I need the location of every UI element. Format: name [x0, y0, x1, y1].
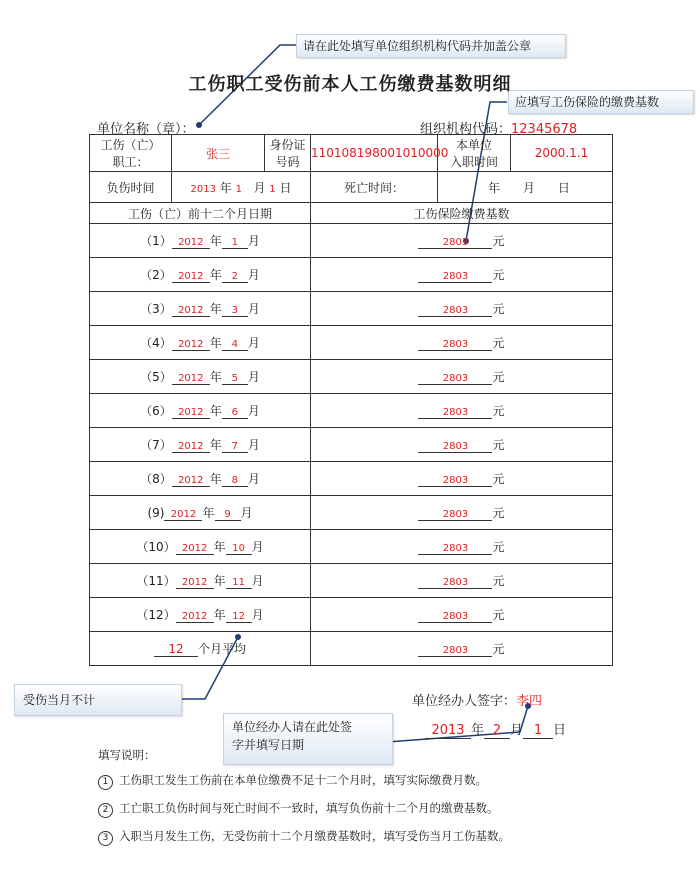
month-yuan: 元 [492, 574, 505, 588]
month-amount: 2803 [418, 543, 492, 555]
month-month-unit: 月 [247, 336, 260, 350]
month-amount-cell [311, 462, 613, 496]
month-year: 2012 [172, 407, 210, 419]
injury-year: 2013 [190, 183, 216, 195]
callout-org-code [296, 34, 566, 58]
month-month-unit: 月 [247, 370, 260, 384]
month-row [90, 598, 613, 632]
id-label-line1: 身份证 [269, 138, 306, 152]
callout-org-code-text: 请在此处填写单位组织机构代码并加盖公章 [303, 39, 532, 53]
signature-day-unit: 日 [553, 723, 567, 738]
month-row [90, 360, 613, 394]
callout-signature-line1: 单位经办人请在此处签 [232, 720, 353, 734]
injury-time-value [172, 172, 311, 203]
id-label-line2: 号码 [275, 155, 300, 169]
signature-name: 李四 [516, 694, 543, 709]
month-amount: 2803 [418, 271, 492, 283]
month-index: （11） [136, 574, 176, 588]
month-row [90, 428, 613, 462]
month-year-unit: 年 [209, 472, 222, 486]
month-amount-cell [311, 428, 613, 462]
month-row [90, 258, 613, 292]
month-amount: 2803 [418, 305, 492, 317]
month-year: 2012 [172, 475, 210, 487]
death-year-unit: 年 [488, 180, 501, 195]
month-month: 7 [222, 441, 248, 453]
note-text: 工伤职工发生工伤前在本单位缴费不足十二个月时，填写实际缴费月数。 [119, 773, 487, 787]
worker-label-line2: 职工： [112, 155, 149, 169]
month-year-unit: 年 [209, 234, 222, 248]
month-yuan: 元 [492, 370, 505, 384]
column-header-row [90, 203, 613, 224]
average-label-cell [90, 632, 311, 666]
month-row [90, 564, 613, 598]
month-amount: 2803 [418, 237, 492, 249]
month-date-cell [90, 258, 311, 292]
dates-row [90, 172, 613, 203]
entry-label-line2: 入职时间 [449, 155, 498, 169]
month-month-unit: 月 [251, 574, 264, 588]
month-year: 2012 [172, 441, 210, 453]
worker-info-row [90, 135, 613, 172]
month-year-unit: 年 [209, 336, 222, 350]
month-year-unit: 年 [209, 438, 222, 452]
month-index: （10） [136, 540, 176, 554]
death-time-value [438, 172, 613, 203]
month-yuan: 元 [492, 540, 505, 554]
injury-month-unit: 月 [253, 180, 266, 195]
month-amount: 2803 [418, 577, 492, 589]
org-code-label: 组织机构代码： [420, 122, 512, 137]
month-yuan: 元 [492, 268, 505, 282]
callout-base-text: 应填写工伤保险的缴费基数 [515, 95, 660, 109]
average-amount-cell [311, 632, 613, 666]
month-year-unit: 年 [209, 404, 222, 418]
month-month-unit: 月 [247, 302, 260, 316]
month-yuan: 元 [492, 336, 505, 350]
month-yuan: 元 [492, 404, 505, 418]
month-index: （7） [140, 438, 172, 452]
worker-label-line1: 工伤（亡） [100, 138, 161, 152]
average-yuan: 元 [492, 642, 505, 656]
month-amount-cell [311, 564, 613, 598]
month-year-unit: 年 [209, 302, 222, 316]
month-date-cell [90, 462, 311, 496]
notes-heading: 填写说明： [98, 748, 156, 762]
injury-day: 1 [269, 183, 276, 195]
month-index: （12） [136, 608, 176, 622]
note-text: 工亡职工负伤时间与死亡时间不一致时，填写负伤前十二个月的缴费基数。 [119, 801, 499, 815]
callout-injury-month [14, 684, 182, 716]
month-year-unit: 年 [213, 608, 226, 622]
signature-month: 2 [484, 723, 510, 739]
signature-day: 1 [523, 723, 553, 739]
month-amount: 2803 [418, 373, 492, 385]
entry-label-line1: 本单位 [455, 138, 492, 152]
month-month-unit: 月 [247, 438, 260, 452]
month-date-cell [90, 394, 311, 428]
death-day-unit: 日 [557, 180, 570, 195]
death-month-unit: 月 [522, 180, 535, 195]
month-date-cell [90, 496, 311, 530]
note-number: 2 [98, 803, 113, 818]
month-month: 1 [222, 237, 248, 249]
month-date-cell [90, 326, 311, 360]
average-amount: 2803 [418, 645, 492, 657]
month-month: 12 [226, 611, 252, 623]
month-year: 2012 [172, 373, 210, 385]
injury-day-unit: 日 [279, 180, 292, 195]
month-year: 2012 [164, 509, 202, 521]
month-index: （4） [140, 336, 172, 350]
month-yuan: 元 [492, 506, 505, 520]
month-month: 11 [226, 577, 252, 589]
month-index: （3） [140, 302, 172, 316]
month-amount: 2803 [418, 339, 492, 351]
month-month-unit: 月 [251, 608, 264, 622]
average-row [90, 632, 613, 666]
entry-label [438, 135, 511, 172]
col-header-dates: 工伤（亡）前十二个月日期 [90, 203, 311, 224]
month-year-unit: 年 [209, 370, 222, 384]
unit-name-label: 单位名称（章）： [97, 122, 195, 137]
month-date-cell [90, 530, 311, 564]
month-date-cell [90, 224, 311, 258]
callout-signature [223, 713, 393, 765]
month-row [90, 530, 613, 564]
month-amount-cell [311, 598, 613, 632]
month-row [90, 496, 613, 530]
month-year-unit: 年 [202, 506, 215, 520]
worker-name: 张三 [172, 135, 265, 172]
month-year: 2012 [172, 237, 210, 249]
month-amount-cell [311, 258, 613, 292]
month-amount: 2803 [418, 475, 492, 487]
injury-year-unit: 年 [219, 180, 232, 195]
signature-row [412, 690, 542, 709]
month-year: 2012 [176, 577, 214, 589]
month-year: 2012 [172, 339, 210, 351]
month-date-cell [90, 292, 311, 326]
month-amount: 2803 [418, 611, 492, 623]
month-month: 9 [215, 509, 241, 521]
death-time-label: 死亡时间： [311, 172, 438, 203]
injury-month: 1 [235, 183, 242, 195]
month-year: 2012 [172, 305, 210, 317]
month-yuan: 元 [492, 438, 505, 452]
month-yuan: 元 [492, 472, 505, 486]
month-month: 10 [226, 543, 252, 555]
average-label: 个月平均 [197, 642, 246, 656]
month-year-unit: 年 [213, 574, 226, 588]
worker-label [90, 135, 172, 172]
signature-label: 单位经办人签字： [412, 694, 517, 709]
month-row [90, 462, 613, 496]
id-number: 110108198001010000 [311, 135, 438, 172]
month-index: (9) [147, 506, 165, 520]
month-row [90, 224, 613, 258]
month-index: （6） [140, 404, 172, 418]
month-amount-cell [311, 224, 613, 258]
top-callout-dot [196, 122, 202, 128]
month-year: 2012 [172, 271, 210, 283]
month-amount: 2803 [418, 407, 492, 419]
month-month: 3 [222, 305, 248, 317]
injury-time-label: 负伤时间 [90, 172, 172, 203]
id-label [265, 135, 311, 172]
month-month-unit: 月 [247, 234, 260, 248]
note-item [98, 828, 510, 846]
month-amount-cell [311, 496, 613, 530]
month-row [90, 394, 613, 428]
month-amount-cell [311, 530, 613, 564]
month-year: 2012 [176, 543, 214, 555]
month-year-unit: 年 [213, 540, 226, 554]
month-year: 2012 [176, 611, 214, 623]
month-date-cell [90, 564, 311, 598]
signature-year: 2013 [425, 723, 471, 739]
note-item [98, 800, 499, 818]
month-yuan: 元 [492, 608, 505, 622]
signature-month-unit: 月 [510, 723, 524, 738]
month-month-unit: 月 [240, 506, 253, 520]
month-month-unit: 月 [247, 268, 260, 282]
entry-date: 2000.1.1 [511, 135, 613, 172]
month-yuan: 元 [492, 234, 505, 248]
month-date-cell [90, 428, 311, 462]
month-month: 2 [222, 271, 248, 283]
signature-year-unit: 年 [471, 723, 485, 738]
month-amount-cell [311, 394, 613, 428]
contribution-table [89, 134, 613, 666]
month-date-cell [90, 598, 311, 632]
month-month: 5 [222, 373, 248, 385]
month-amount-cell [311, 360, 613, 394]
month-amount-cell [311, 292, 613, 326]
org-code-value: 12345678 [511, 122, 578, 137]
month-index: （2） [140, 268, 172, 282]
month-index: （5） [140, 370, 172, 384]
month-month: 4 [222, 339, 248, 351]
month-amount: 2803 [418, 441, 492, 453]
month-index: （8） [140, 472, 172, 486]
month-date-cell [90, 360, 311, 394]
callout-injury-month-text: 受伤当月不计 [23, 693, 96, 707]
average-months: 12 [154, 642, 198, 657]
month-index: （1） [140, 234, 172, 248]
month-month-unit: 月 [251, 540, 264, 554]
month-month: 8 [222, 475, 248, 487]
month-yuan: 元 [492, 302, 505, 316]
page-title: 工伤职工受伤前本人工伤缴费基数明细 [188, 74, 512, 95]
month-month: 6 [222, 407, 248, 419]
month-year-unit: 年 [209, 268, 222, 282]
signature-date [425, 719, 566, 739]
month-month-unit: 月 [247, 472, 260, 486]
note-text: 入职当月发生工伤，无受伤前十二个月缴费基数时，填写受伤当月工伤基数。 [119, 829, 510, 843]
col-header-base: 工伤保险缴费基数 [311, 203, 613, 224]
note-number: 1 [98, 775, 113, 790]
note-item [98, 772, 487, 790]
month-month-unit: 月 [247, 404, 260, 418]
month-amount-cell [311, 326, 613, 360]
month-row [90, 326, 613, 360]
month-row [90, 292, 613, 326]
month-amount: 2803 [418, 509, 492, 521]
note-number: 3 [98, 831, 113, 846]
callout-signature-line2: 字并填写日期 [232, 738, 305, 752]
